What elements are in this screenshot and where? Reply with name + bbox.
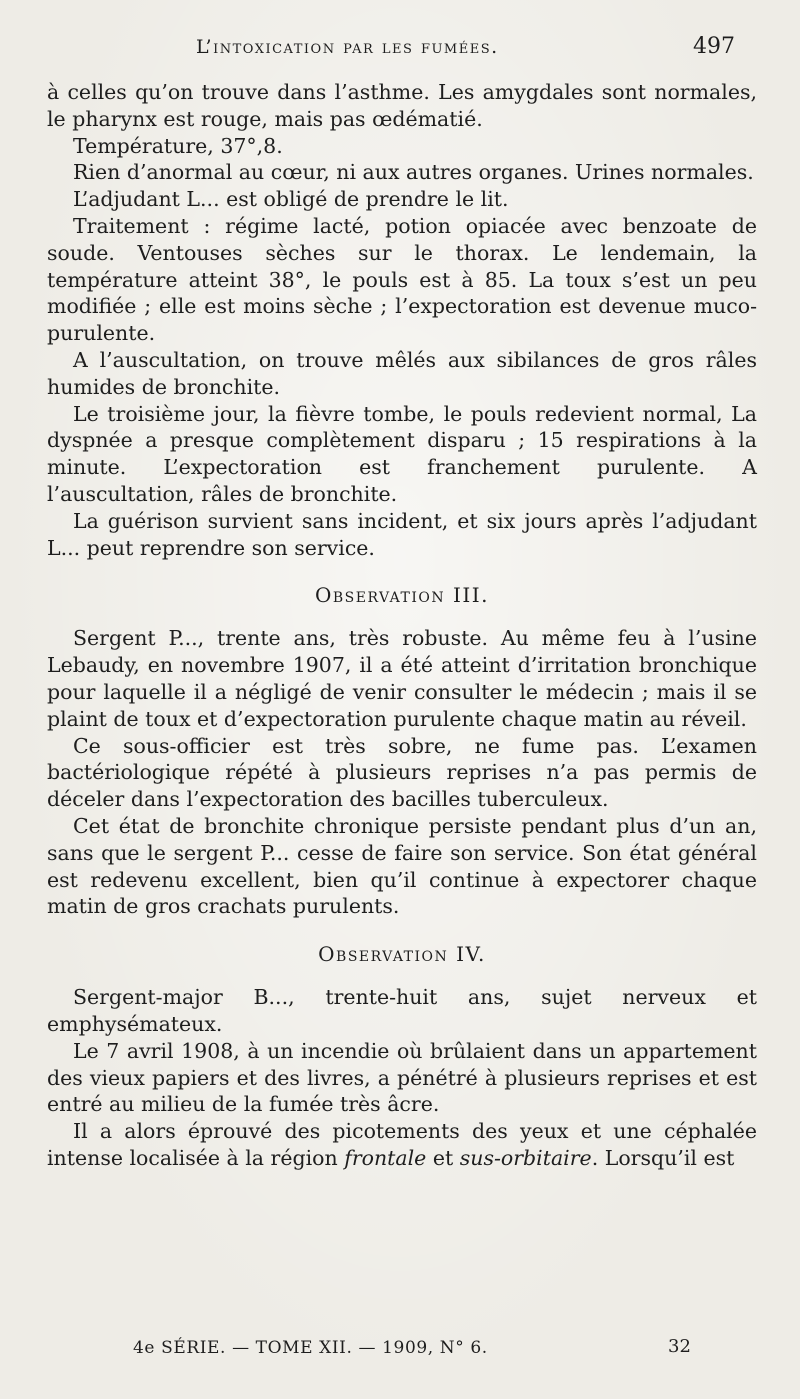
page-number: 497 [693,34,735,59]
page-footer [0,1336,800,1366]
text-run: . Lorsqu’il est [591,1145,735,1170]
sheet-number: 32 [668,1336,691,1357]
running-title: L’intoxication par les fumées. [196,36,499,58]
paragraph-last [47,1118,757,1172]
page-header [0,34,800,74]
paragraph: Sergent-major B..., trente-huit ans, sujet nerveux et emphysémateux. [47,985,757,1036]
paragraph: Ce sous-officier est très sobre, ne fume pas. L’examen bactériologique répété à plusieurs reprises n’a pas permis de déceler dans l’expectoration des bacilles tuberculeux. [47,733,757,812]
italic-term: sus-orbitaire [459,1145,592,1170]
text-run: Il a alors éprouvé des picotements des yeux et une céphalée intense localisée à la région [47,1119,757,1170]
paragraph: Traitement : régime lacté, potion opiacée avec benzoate de soude. Ventouses sèches sur le thorax. Le lendemain, la température atteint 38°, le pouls est à 85. La toux s’est un peu modifiée ; elle est moins sèche ; l’expectoration est devenue muco-purulente. [47,213,757,346]
paragraph: La guérison survient sans incident, et six jours après l’adjudant L... peut reprendre son service. [47,508,757,560]
body-text [47,79,757,1172]
paragraph: Sergent P..., trente ans, très robuste. Au même feu à l’usine Lebaudy, en novembre 1907, il a été atteint d’irritation bronchique pour laquelle il a négligé de venir consulter le médecin ; mais il se plaint de toux et d’expectoration purulente chaque matin au réveil. [47,626,757,731]
paragraph: Cet état de bronchite chronique persiste pendant plus d’un an, sans que le sergent P... cesse de faire son service. Son état général est redevenu excellent, bien qu’il continue à expectorer chaque matin de gros crachats purulents. [47,813,757,919]
text-run: et [426,1145,460,1170]
paragraph: L’adjudant L... est obligé de prendre le lit. [73,187,509,212]
paragraph: Le troisième jour, la fièvre tombe, le pouls redevient normal, La dyspnée a presque complètement disparu ; 15 respirations à la minute. L’expectoration est franchement purulente. A l’auscultation, râles de bronchite. [47,401,757,506]
paragraph: Le 7 avril 1908, à un incendie où brûlaient dans un appartement des vieux papiers et des livres, a pénétré à plusieurs reprises et est entré au milieu de la fumée très âcre. [47,1038,757,1117]
paragraph: à celles qu’on trouve dans l’asthme. Les amygdales sont normales, le pharynx est rouge, mais pas œdématié. [47,80,757,131]
paragraph: Température, 37°,8. [73,133,283,158]
footer-signature: 4e SÉRIE. — TOME XII. — 1909, N° 6. [133,1338,488,1358]
italic-term: frontale [344,1145,427,1170]
paragraph: Rien d’anormal au cœur, ni aux autres organes. Urines normales. [73,160,754,185]
observation-3-heading: Observation III. [314,583,490,608]
paragraph: A l’auscultation, on trouve mêlés aux sibilances de gros râles humides de bronchite. [47,347,757,399]
observation-4-heading: Observation IV. [318,942,486,967]
